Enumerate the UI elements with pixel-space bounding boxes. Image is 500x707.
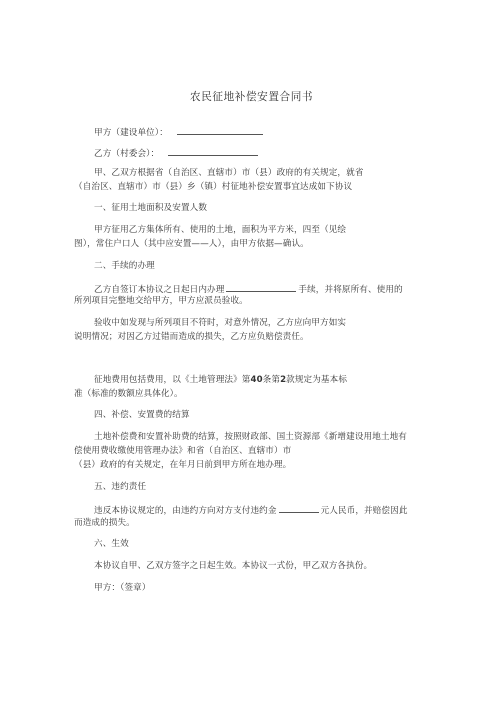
intro-line-1: 甲、乙双方根据省（自治区、直辖市）市（县）政府的有关规定，就省 [94,168,364,178]
document-title: 农民征地补偿安置合同书 [190,91,314,103]
section-3-line-2: 准（标准的数额应具体化）。 [74,389,183,399]
section-5-text-a: 违反本协议规定的，由违约方向对方支付违约金 [94,506,277,516]
section-1-heading: 一、征用土地面积及安置人数 [94,203,208,213]
section-2-p1-text-a: 乙方自签订本协议之日起日内办理 [94,285,225,295]
section-4-line-1: 土地补偿费和安置补助费的结算，按照财政部、国土资源部《新增建设用地土地有 [94,432,407,442]
party-b-line [94,147,258,160]
section-2-p1-line-2: 所列项目完整地交给甲方，甲方应派员验收。 [74,296,248,306]
party-b-blank [168,147,258,156]
section-4-heading: 四、补偿、安置费的结算 [94,410,190,420]
section-2-p2-line-2: 说明情况；对因乙方过错而造成的损失，乙方应负赔偿责任。 [74,332,309,342]
section-3-line-1 [94,375,347,386]
signature-line: 甲方：（签章） [94,583,151,593]
penalty-amount-blank [279,504,319,513]
party-a-label: 甲方（建设单位）： [94,128,168,138]
party-a-line [94,126,263,139]
section-3-text-c: 款规定为基本标 [286,375,348,385]
section-5-heading: 五、违约责任 [94,482,147,492]
procedure-blank [226,283,296,292]
clause-number: 2 [280,375,287,385]
section-2-p1-line-1 [94,283,403,296]
section-2-heading: 二、手续的办理 [94,261,155,271]
section-1-line-2: 图），常住户口人（其中应安置——人），由甲方依据—确认。 [74,239,309,249]
section-2-p2-line-1: 验收中如发现与所列项目不符时，对意外情况，乙方应向甲方如实 [94,318,347,328]
section-5-line-2: 而造成的损失。 [74,518,135,528]
section-6-heading: 六、生效 [94,539,129,549]
section-4-line-2: 偿使用费收缴使用管理办法》和省（自治区、直辖市）市 [74,446,292,456]
section-5-text-b: 元人民币，并赔偿因此 [320,506,408,516]
section-3-text-b: 条第 [262,375,281,385]
party-a-blank [177,126,263,135]
section-5-line-1 [94,504,408,517]
intro-line-2: （自治区、直辖市）市（县）乡（镇）村征地补偿安置事宜达成如下协议 [74,182,353,192]
party-b-label: 乙方（村委会）： [94,149,160,159]
article-number: 40 [250,375,263,385]
section-1-line-1: 甲方征用乙方集体所有、使用的土地，面积为平方米，四至（见绘 [94,225,347,235]
section-3-text-a: 征地费用包括费用，以《土地管理法》第 [94,375,251,385]
section-6-line-1: 本协议自甲、乙双方签字之日起生效。本协议一式份，甲乙双方各执份。 [94,561,373,571]
section-2-p1-text-b: 手续，并将原所有、使用的 [298,285,403,295]
section-4-line-3: （县）政府的有关规定，在年月日前到甲方所在地办理。 [74,460,292,470]
